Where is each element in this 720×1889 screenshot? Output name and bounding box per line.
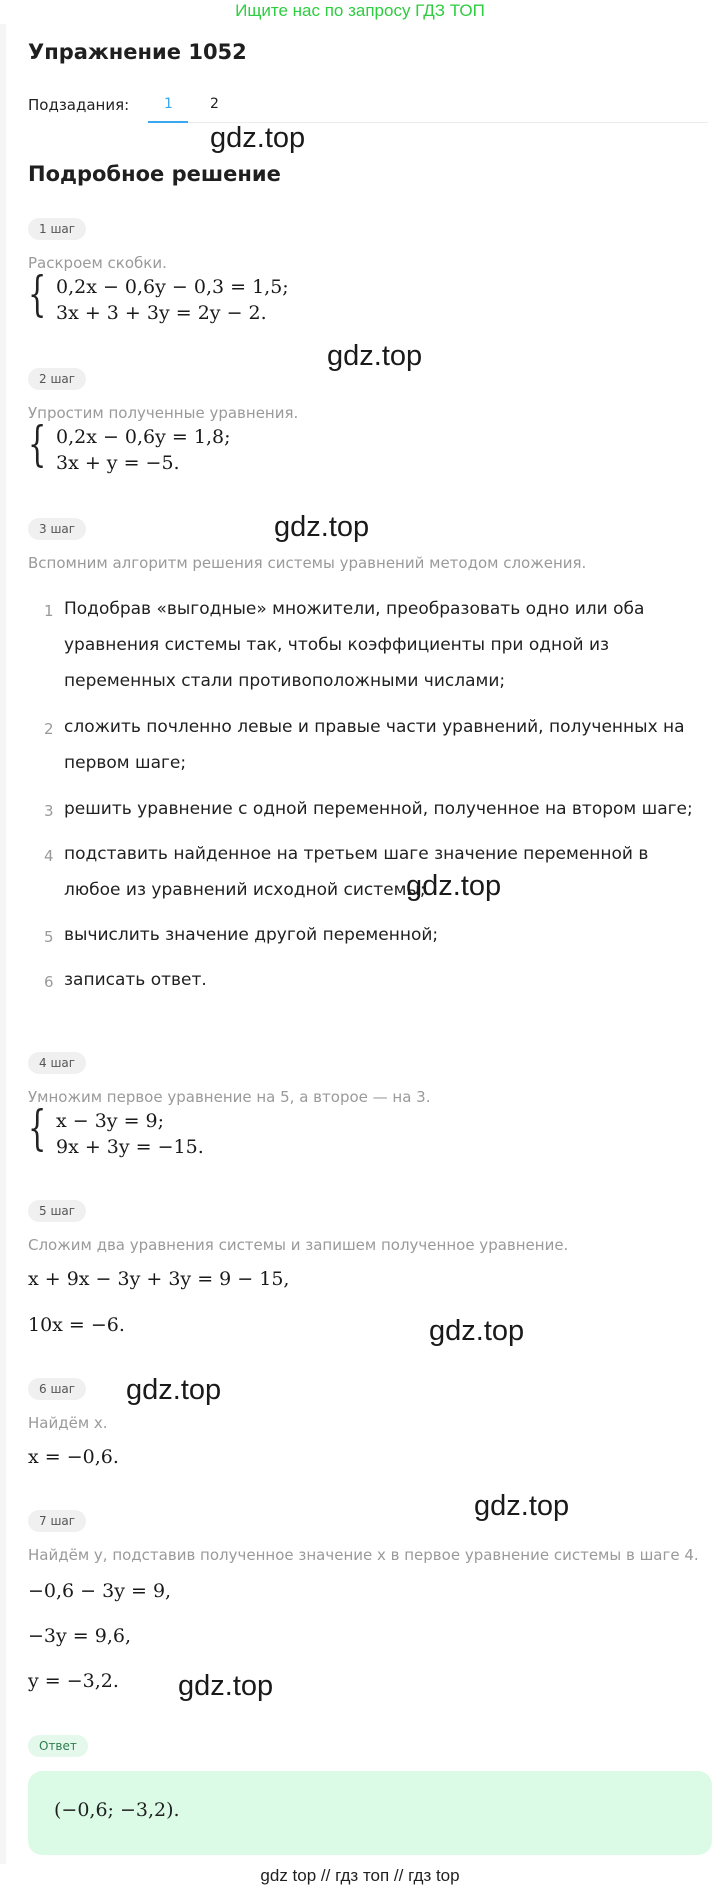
step-1-description: Раскроем скобки. [28,254,167,272]
system-brace: { [28,266,47,322]
step-4-badge: 4 шаг [28,1052,86,1074]
algorithm-item-number: 4 [44,847,54,865]
answer-value: (−0,6; −3,2). [54,1799,180,1821]
step-7-badge: 7 шаг [28,1510,86,1532]
system-brace: { [28,1100,47,1156]
step-7-line-2: −3y = 9,6, [28,1625,131,1647]
step-5-line-1: x + 9x − 3y + 3y = 9 − 15, [28,1268,290,1290]
step-3-badge: 3 шаг [28,518,86,540]
watermark: gdz.top [327,340,423,372]
step-7-line-3: y = −3,2. [28,1670,119,1692]
exercise-title: Упражнение 1052 [28,40,247,64]
answer-box [28,1771,712,1855]
step-4-description: Умножим первое уравнение на 5, а второе — на 3. [28,1088,431,1106]
algorithm-item-text: решить уравнение с одной переменной, полученное на втором шаге; [64,799,693,819]
step-2-description: Упростим полученные уравнения. [28,404,299,422]
algorithm-item-text: сложить почленно левые и правые части уравнений, полученных на первом шаге; [64,717,685,773]
system-brace: { [28,416,47,472]
active-tab-underline [148,121,188,123]
watermark: gdz.top [474,1490,570,1522]
watermark: gdz.top [210,122,306,154]
algorithm-item-text: Подобрав «выгодные» множители, преобразовать одно или оба уравнения системы так, чтобы коэффициенты при одной из переменных стали противоположными числами; [64,599,645,691]
step-1-badge: 1 шаг [28,218,86,240]
algorithm-item-text: подставить найденное на третьем шаге значение переменной в любое из уравнений исходной системы; [64,844,649,900]
step-7-description: Найдём y, подставив полученное значение x в первое уравнение системы в шаге 4. [28,1546,699,1564]
algorithm-item-number: 5 [44,928,54,946]
step-1-equation-2: 3x + 3 + 3y = 2y − 2. [56,302,267,324]
answer-badge: Ответ [28,1735,88,1757]
watermark: gdz.top [429,1315,525,1347]
watermark: gdz.top [126,1374,222,1406]
watermark: gdz.top [274,511,370,543]
watermark: gdz.top [406,870,502,902]
step-2-equation-2: 3x + y = −5. [56,452,180,474]
algorithm-item-text: вычислить значение другой переменной; [64,925,439,945]
algorithm-item-number: 1 [44,602,54,620]
step-5-line-2: 10x = −6. [28,1314,125,1336]
algorithm-item-number: 6 [44,973,54,991]
algorithm-item-number: 2 [44,720,54,738]
footer-links[interactable]: gdz top // гдз топ // гдз top [260,1866,460,1885]
subtask-tab-2[interactable]: 2 [210,96,219,112]
step-4-equation-2: 9x + 3y = −15. [56,1136,204,1158]
step-2-badge: 2 шаг [28,368,86,390]
search-banner[interactable]: Ищите нас по запросу ГДЗ ТОП [235,1,485,20]
subtask-tab-1[interactable]: 1 [164,96,173,112]
step-4-equation-1: x − 3y = 9; [56,1110,165,1132]
subtasks-label: Подзадания: [28,96,130,114]
step-5-description: Сложим два уравнения системы и запишем полученное уравнение. [28,1236,569,1254]
solution-heading: Подробное решение [28,162,281,186]
algorithm-item-text: записать ответ. [64,970,207,990]
step-5-badge: 5 шаг [28,1200,86,1222]
step-2-equation-1: 0,2x − 0,6y = 1,8; [56,426,231,448]
side-bar [0,24,6,1864]
watermark: gdz.top [178,1670,274,1702]
step-7-line-1: −0,6 − 3y = 9, [28,1580,172,1602]
algorithm-item-number: 3 [44,802,54,820]
step-6-badge: 6 шаг [28,1378,86,1400]
step-6-line-1: x = −0,6. [28,1446,119,1468]
step-1-equation-1: 0,2x − 0,6y − 0,3 = 1,5; [56,276,289,298]
step-6-description: Найдём x. [28,1414,108,1432]
step-3-description: Вспомним алгоритм решения системы уравнений методом сложения. [28,554,587,572]
